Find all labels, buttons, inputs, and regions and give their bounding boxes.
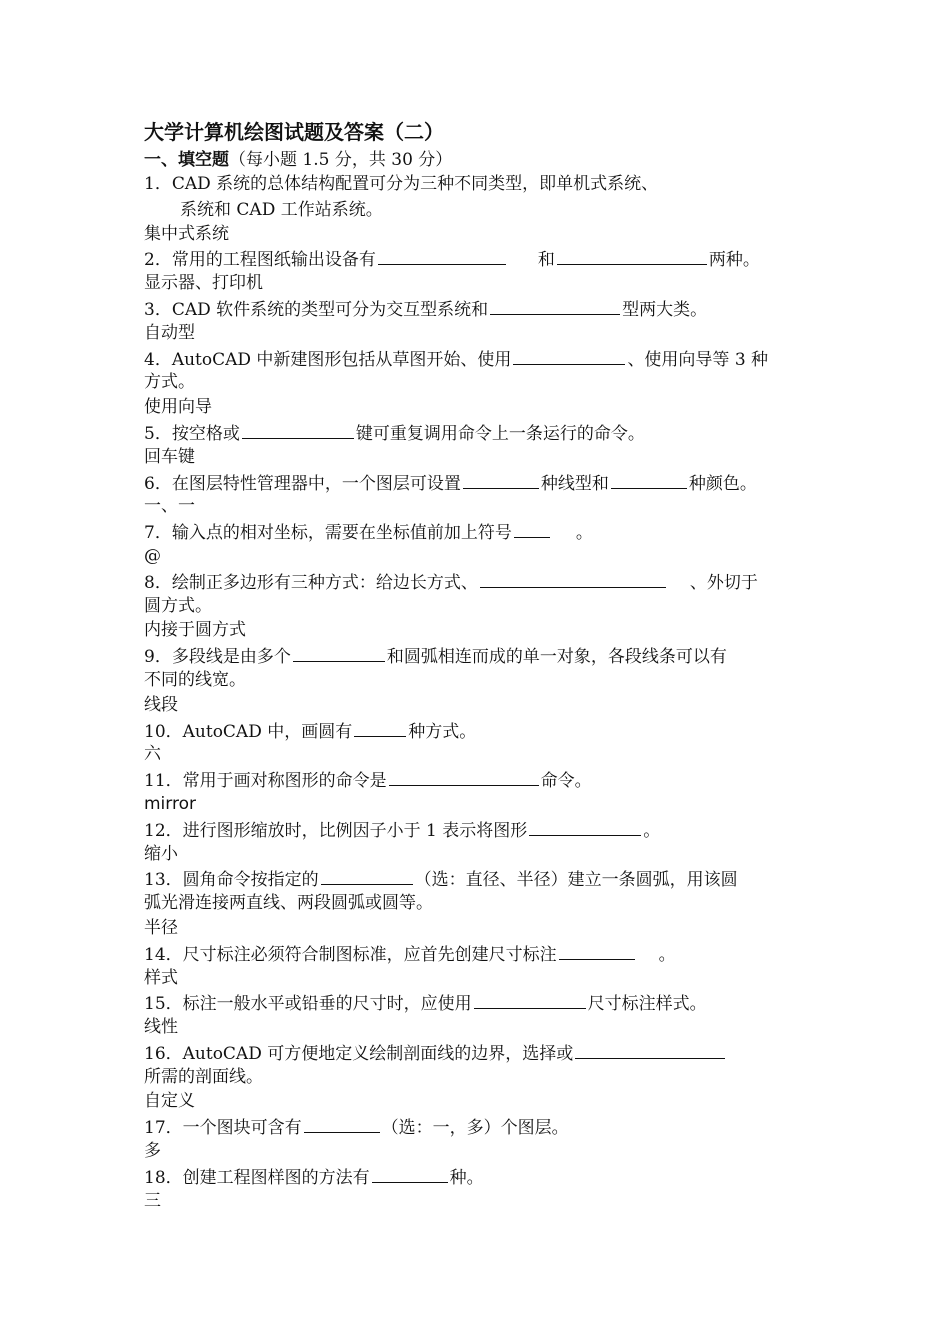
answer-9: 线段 <box>144 694 178 715</box>
blank <box>354 718 406 737</box>
answer-6: 一、一 <box>144 496 195 517</box>
question-13-line-2: 弧光滑连接两直线、两段圆弧或圆等。 <box>144 893 433 914</box>
blank <box>480 569 666 588</box>
blank <box>463 470 539 489</box>
blank <box>389 767 539 786</box>
question-4-line-1: 4．AutoCAD 中新建图形包括从草图开始、使用 、使用向导等 3 种 <box>144 346 814 371</box>
question-12: 12．进行图形缩放时，比例因子小于 1 表示将图形 。 <box>144 817 814 842</box>
question-14: 14．尺寸标注必须符合制图标准，应首先创建尺寸标注 。 <box>144 941 814 966</box>
blank <box>293 643 385 662</box>
blank <box>513 346 625 365</box>
question-8-line-1: 8．绘制正多边形有三种方式：给边长方式、 、外切于 <box>144 569 814 594</box>
answer-11: mirror <box>144 793 196 814</box>
section-title: 一、填空题 <box>144 150 229 170</box>
answer-16: 自定义 <box>144 1091 195 1112</box>
question-16-line-1: 16．AutoCAD 可方便地定义绘制剖面线的边界，选择或 <box>144 1040 814 1065</box>
blank <box>559 941 635 960</box>
answer-1: 集中式系统 <box>144 223 229 244</box>
answer-7: @ <box>144 545 161 566</box>
answer-4: 使用向导 <box>144 397 212 418</box>
blank <box>529 817 641 836</box>
answer-12: 缩小 <box>144 843 178 864</box>
answer-8: 内接于圆方式 <box>144 620 246 641</box>
answer-17: 多 <box>144 1141 161 1162</box>
question-4-line-2: 方式。 <box>144 372 195 393</box>
question-list <box>144 172 814 1213</box>
question-1-line-1: 1．CAD 系统的总体结构配置可分为三种不同类型，即单机式系统、 <box>144 174 659 194</box>
blank <box>575 1040 725 1059</box>
question-13-line-1: 13．圆角命令按指定的 （选：直径、半径）建立一条圆弧，用该圆 <box>144 866 814 891</box>
section-note: （每小题 1.5 分，共 30 分） <box>229 150 453 170</box>
answer-10: 六 <box>144 744 161 765</box>
blank <box>514 519 550 538</box>
question-16-line-2: 所需的剖面线。 <box>144 1066 263 1087</box>
question-10: 10．AutoCAD 中，画圆有 种方式。 <box>144 718 814 743</box>
question-1-line-2: 系统和 CAD 工作站系统。 <box>180 199 383 220</box>
blank <box>372 1164 448 1183</box>
question-6: 6．在图层特性管理器中，一个图层可设置 种线型和 种颜色。 <box>144 470 814 495</box>
question-7: 7．输入点的相对坐标，需要在坐标值前加上符号 。 <box>144 519 814 544</box>
question-9-line-2: 不同的线宽。 <box>144 669 246 690</box>
question-15: 15．标注一般水平或铅垂的尺寸时，应使用 尺寸标注样式。 <box>144 990 814 1015</box>
document-title: 大学计算机绘图试题及答案（二） <box>144 120 444 144</box>
question-3: 3．CAD 软件系统的类型可分为交互型系统和 型两大类。 <box>144 296 814 321</box>
blank <box>304 1114 380 1133</box>
question-18: 18．创建工程图样图的方法有 种。 <box>144 1164 814 1189</box>
question-2: 2．常用的工程图纸输出设备有 和 两种。 <box>144 246 814 271</box>
blank <box>242 420 354 439</box>
answer-2: 显示器、打印机 <box>144 273 263 294</box>
answer-13: 半径 <box>144 917 178 938</box>
section-heading <box>144 148 452 172</box>
answer-14: 样式 <box>144 967 178 988</box>
answer-3: 自动型 <box>144 322 195 343</box>
answer-15: 线性 <box>144 1017 178 1038</box>
question-9-line-1: 9．多段线是由多个 和圆弧相连而成的单一对象，各段线条可以有 <box>144 643 814 668</box>
blank <box>557 246 707 265</box>
question-17: 17．一个图块可含有 （选：一，多）个图层。 <box>144 1114 814 1139</box>
blank <box>321 866 413 885</box>
blank <box>474 990 586 1009</box>
blank <box>490 296 620 315</box>
blank <box>378 246 506 265</box>
question-11: 11．常用于画对称图形的命令是 命令。 <box>144 767 814 792</box>
answer-18: 三 <box>144 1190 161 1211</box>
answer-5: 回车键 <box>144 446 195 467</box>
question-5: 5．按空格或 键可重复调用命令上一条运行的命令。 <box>144 420 814 445</box>
blank <box>611 470 687 489</box>
question-8-line-2: 圆方式。 <box>144 595 212 616</box>
